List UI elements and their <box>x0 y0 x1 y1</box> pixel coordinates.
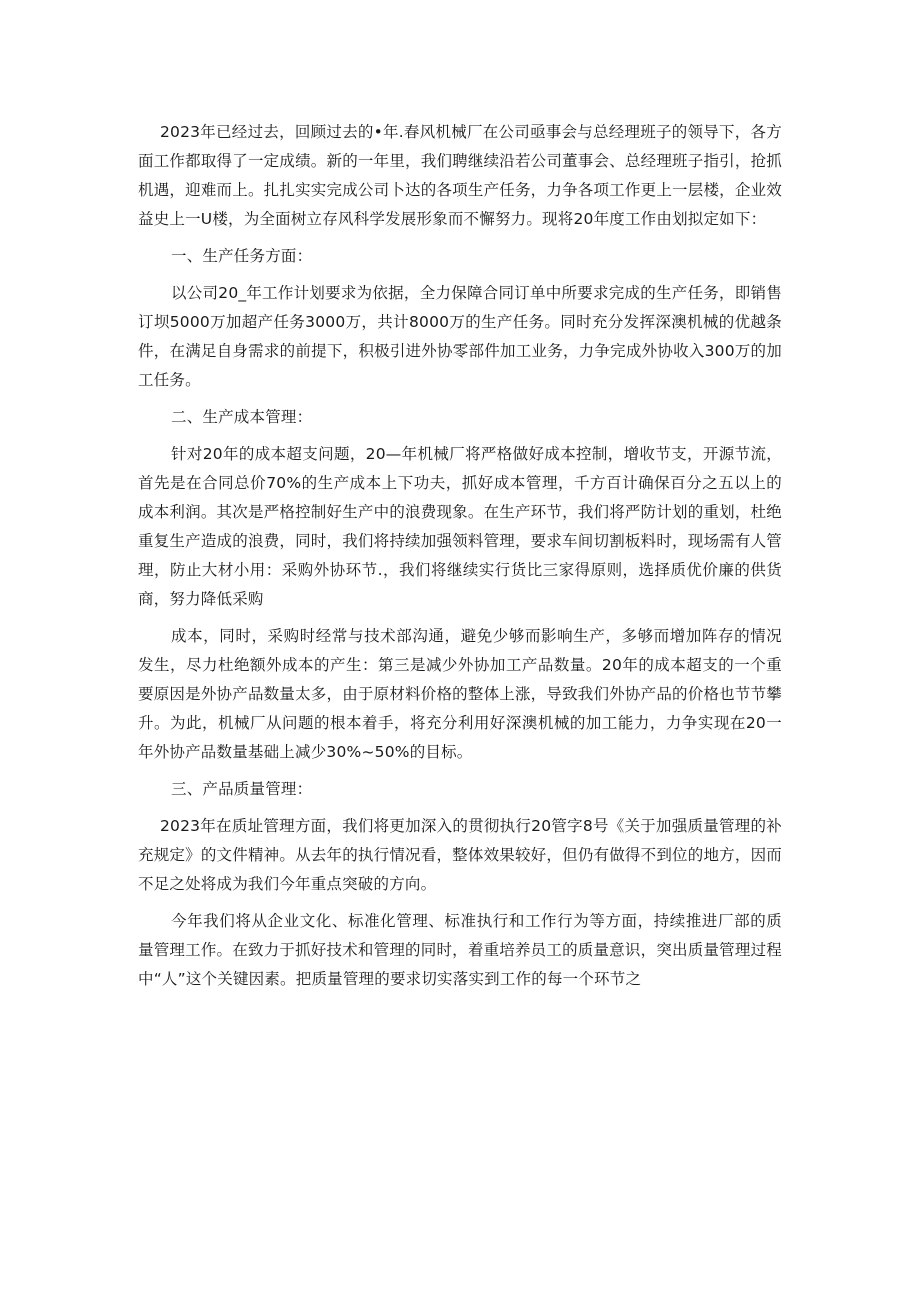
section-heading-quality-management: 三、产品质量管理： <box>171 780 313 798</box>
intro-paragraph: 2023年已经过去，回顾过去的•年.春风机械厂在公司亟事会与总经理班子的领导下，各方面工作都取得了一定成绩。新的一年里，我们聘继续沿若公司董事会、总经理班子指引，抢抓机遇，迎难而上。扎扎实实完成公司卜达的各项生产任务，力争各项工作更上一层楼，企业效益史上一U楼，为全面树立存风科学发展形象而不懈努力。现将20年度工作由划拟定如下： <box>138 123 782 228</box>
cost-management-paragraph-1: 针对20年的成本超支问题，20—年机械厂将严格做好成本控制，增收节支，开源节流，首先是在合同总价70%的生产成本上下功夫，抓好成本管理，千方百计确保百分之五以上的成本利润。其次是严格控制好生产中的浪费现象。在生产环节，我们将严防计划的重划，杜绝重复生产造成的浪费，同时，我们将持续加强领料管理，要求车间切割板料时，现场需有人管理，防止大材小用：采购外协环节.，我们将继续实行货比三家得原则，选择质优价廉的供货商，努力降低采购 <box>138 445 782 608</box>
section-heading-cost-management: 二、生产成本管理： <box>171 408 313 426</box>
quality-management-paragraph-1: 2023年在质址管理方面，我们将更加深入的贯彻执行20管字8号《关于加强质量管理的补充规定》的文件精神。从去年的执行情况看，整体效果较好，但仍有做得不到位的地方，因而不足之处将成为我们今年重点突破的方向。 <box>138 817 782 893</box>
document-body <box>138 118 782 1002</box>
cost-management-paragraph-2: 成本，同时，采购时经常与技术部沟通，避免少够而影响生产，多够而增加阵存的情况发生，尽力杜绝额外成本的产生：第三是减少外协加工产品数量。20年的成本超支的一个重要原因是外协产品数量太多，由于原材料价格的整体上涨，导致我们外协产品的价格也节节攀升。为此，机械厂从问题的根本着手，将充分利用好深澳机械的加工能力，力争实现在20一年外协产品数量基础上减少30%~50%的目标。 <box>138 627 782 761</box>
quality-management-paragraph-2: 今年我们将从企业文化、标准化管理、标准执行和工作行为等方面，持续推进厂部的质量管理工作。在致力于抓好技术和管理的同时，着重培养员工的质量意识，突出质量管理过程中“人”这个关键因素。把质量管理的要求切实落实到工作的每一个环节之 <box>138 912 782 988</box>
section-heading-production-tasks: 一、生产任务方面： <box>171 247 313 265</box>
production-tasks-paragraph: 以公司20_年工作计划要求为依据，全力保障合同订单中所要求完成的生产任务，即销售订坝5000万加超产任务3000万，共计8000万的生产任务。同时充分发挥深澳机械的优越条件，在满足自身需求的前提下，积极引进外协零部件加工业务，力争完成外协收入300万的加工任务。 <box>138 284 782 389</box>
